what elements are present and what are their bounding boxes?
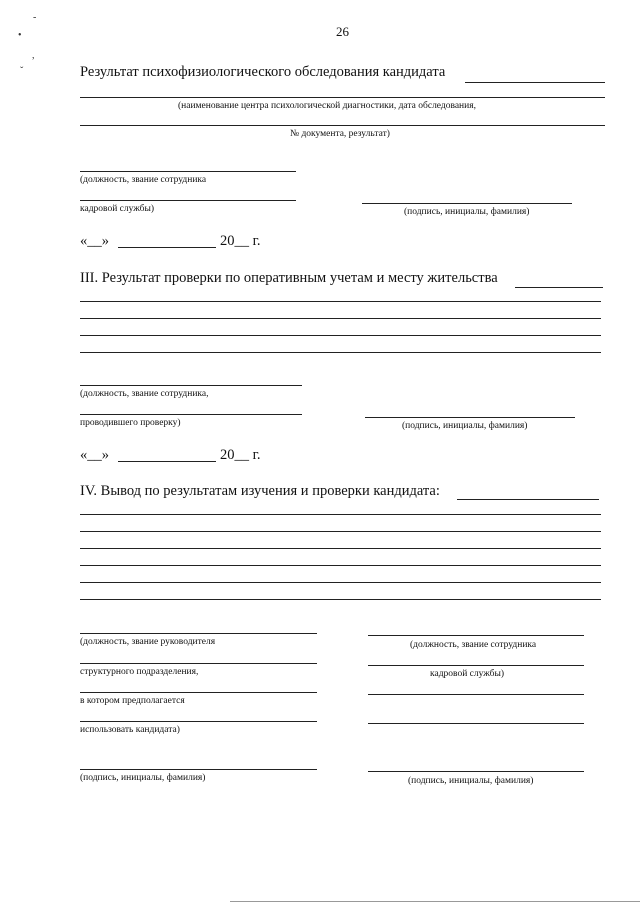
fill-line (80, 548, 601, 549)
fill-line (80, 565, 601, 566)
fill-line (80, 200, 296, 201)
fill-line (368, 665, 584, 666)
fill-line (515, 287, 603, 288)
date-month-line (118, 247, 216, 248)
position-caption-1: (должность, звание сотрудника (80, 175, 207, 185)
caption-document-result: № документа, результат) (290, 129, 390, 139)
fill-line (80, 318, 601, 319)
fill-line (80, 125, 605, 126)
fill-line (80, 352, 601, 353)
page-number: 26 (336, 24, 349, 39)
manager-position-caption-3: в котором предполагается (80, 696, 185, 706)
fill-line (80, 414, 302, 415)
fill-line (80, 721, 317, 722)
scan-edge (230, 901, 640, 902)
date-month-line (118, 461, 216, 462)
scan-mark: , (32, 50, 35, 61)
date-day: «__» (80, 447, 109, 463)
fill-line (368, 635, 584, 636)
signature-line (365, 417, 575, 418)
position-caption-1: (должность, звание сотрудника, (80, 389, 209, 399)
manager-position-caption-1: (должность, звание руководителя (80, 637, 216, 647)
signature-line (368, 771, 584, 772)
manager-signature-caption: (подпись, инициалы, фамилия) (80, 773, 206, 783)
date-year: 20__ г. (220, 233, 261, 249)
fill-line (80, 385, 302, 386)
fill-line (80, 599, 601, 600)
section-title-psycho: Результат психофизиологического обследования кандидата (80, 64, 446, 80)
hr-position-caption-2: кадровой службы) (430, 669, 505, 679)
section-title-4: IV. Вывод по результатам изучения и проверки кандидата: (80, 483, 440, 499)
signature-caption: (подпись, инициалы, фамилия) (402, 421, 528, 431)
position-caption-2: проводившего проверку) (80, 418, 181, 428)
scan-mark: - (33, 12, 37, 23)
signature-caption: (подпись, инициалы, фамилия) (404, 207, 530, 217)
fill-line (80, 692, 317, 693)
scan-mark: ˇ (20, 66, 24, 77)
fill-line (80, 301, 601, 302)
fill-line (80, 633, 317, 634)
hr-signature-caption: (подпись, инициалы, фамилия) (408, 776, 534, 786)
hr-position-caption-1: (должность, звание сотрудника (410, 640, 537, 650)
fill-line (80, 171, 296, 172)
fill-line (80, 531, 601, 532)
fill-line (457, 499, 599, 500)
fill-line (80, 663, 317, 664)
fill-line (80, 97, 605, 98)
date-year: 20__ г. (220, 447, 261, 463)
scan-mark: • (18, 30, 22, 41)
section-title-3: III. Результат проверки по оперативным учетам и месту жительства (80, 270, 498, 286)
caption-center-name: (наименование центра психологической диагностики, дата обследования, (178, 101, 476, 111)
fill-line (465, 82, 605, 83)
manager-position-caption-2: структурного подразделения, (80, 667, 199, 677)
fill-line (80, 514, 601, 515)
fill-line (80, 335, 601, 336)
position-caption-2: кадровой службы) (80, 204, 155, 214)
manager-position-caption-4: использовать кандидата) (80, 725, 180, 735)
signature-line (362, 203, 572, 204)
fill-line (368, 694, 584, 695)
date-day: «__» (80, 233, 109, 249)
fill-line (80, 582, 601, 583)
fill-line (368, 723, 584, 724)
signature-line (80, 769, 317, 770)
